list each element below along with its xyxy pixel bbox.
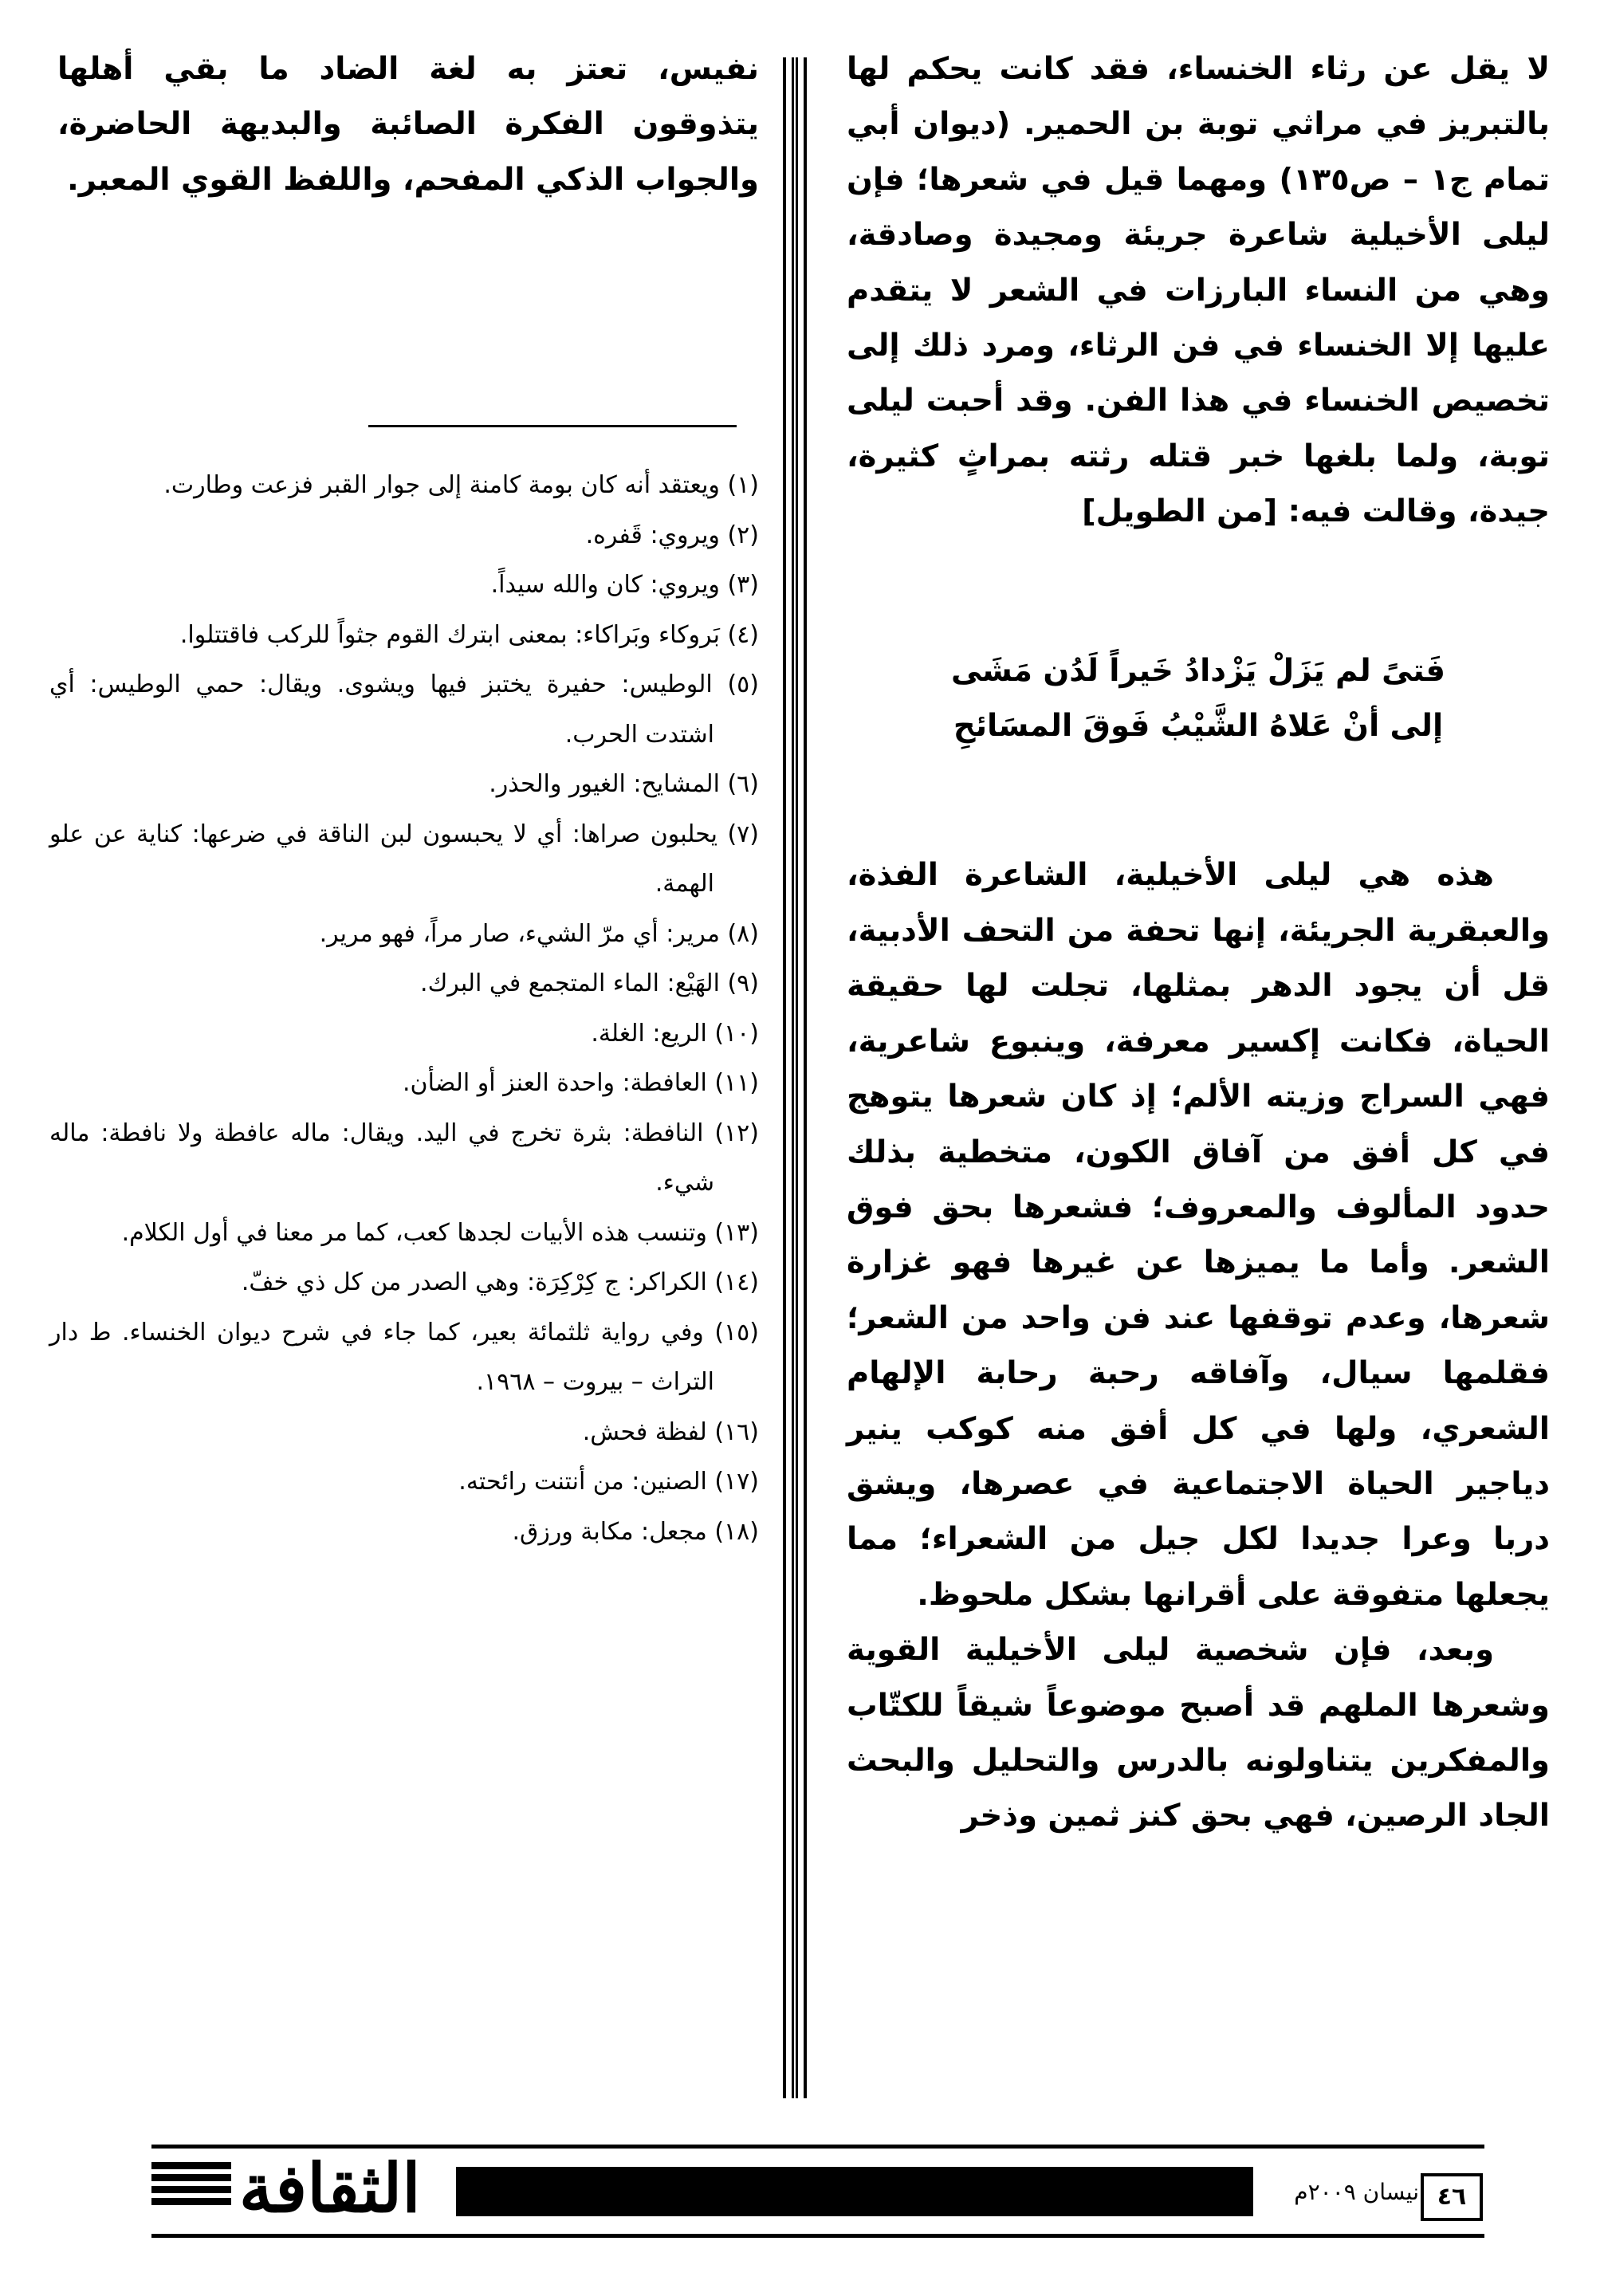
- footnote: (١) ويعتقد أنه كان بومة كامنة إلى جوار القبر فزعت وطارت.: [163, 471, 759, 499]
- poem-line: إلى أنْ عَلاهُ الشَّيْبُ فَوقَ المسَائحِ: [953, 708, 1444, 745]
- footnote: (٦) المشايح: الغيور والحذر.: [489, 770, 759, 798]
- footnote: (١٤) الكراكر: ج كِرْكِرَة: وهي الصدر من كل ذي خفّ.: [241, 1268, 759, 1296]
- issue-date: نيسان ٢٠٠٩م: [1294, 2179, 1419, 2205]
- body-paragraph: هذه هي ليلى الأخيلية، الشاعرة الفذة، والعبقرية الجريئة، إنها تحفة من التحف الأدبية، قل أن يجود الدهر بمثلها، تجلت لها حقيقة الحياة، فكانت إكسير معرفة، وينبوع شاعرية، فهي السراج وزيته الألم؛ إذ كان شعرها يتوهج في كل أفق من آفاق الكون، متخطية بذلك حدود المألوف والمعروف؛ فشعرها بحق فوق الشعر. وأما ما يميزها عن غيرها فهو غزارة شعرها، وعدم توقفها عند فن واحد من الشعر؛ فقلمها سيال، وآفاقه رحبة رحابة الإلهام الشعري، ولها في كل أفق منه كوكب ينير دياجير الحياة الاجتماعية في عصرها، ويشق دربا وعرا جديدا لكل جيل من الشعراء؛ مما يجعلها متفوقة على أقرانها بشكل ملحوظ.: [847, 857, 1550, 1613]
- footnote: (٢) ويروي: قَفره.: [585, 521, 759, 549]
- page-number: ٤٦: [1421, 2173, 1483, 2221]
- poem-verse: [847, 643, 1550, 754]
- main-text-left-column: [57, 41, 759, 207]
- footnote: (٩) الهَيْع: الماء المتجمع في البرك.: [420, 969, 759, 997]
- footnote: (١٦) لفظة فحش.: [582, 1417, 759, 1446]
- footer-black-bar: [456, 2167, 1253, 2216]
- footnote: (١٨) مجعل: مكابة ورزق.: [512, 1517, 759, 1546]
- footnote: (١٢) النافطة: بثرة تخرج في اليد. ويقال: ماله عافطة ولا نافطة: ماله شيء.: [49, 1119, 759, 1197]
- footnote: (٧) يحلبون صراها: أي لا يحبسون لبن الناقة في ضرعها: كناية عن علو الهمة.: [49, 820, 759, 898]
- footer-bottom-rule: [151, 2234, 1484, 2238]
- footnote: (١٥) وفي رواية ثلثمائة بعير، كما جاء في شرح ديوان الخنساء. ط دار التراث – بيروت – ١٩٦٨.: [49, 1318, 759, 1396]
- body-paragraph: لا يقل عن رثاء الخنساء، فقد كانت يحكم لها بالتبريز في مراثي توبة بن الحمير. (ديوان أبي تمام ج١ – ص١٣٥) ومهما قيل في شعرها؛ فإن ليلى الأخيلية شاعرة جريئة ومجيدة وصادقة، وهي من النساء البارزات في الشعر لا يتقدم عليها إلا الخنساء في فن الرثاء، ومرد ذلك إلى تخصيص الخنساء في هذا الفن. وقد أحبت ليلى توبة، ولما بلغها خبر قتله رثته بمراثٍ كثيرة، جيدة، وقالت فيه: [من الطويل]: [847, 51, 1550, 530]
- magazine-masthead: الثقافة: [239, 2149, 421, 2227]
- footnote: (١١) العافطة: واحدة العنز أو الضأن.: [403, 1069, 759, 1097]
- footnote: (٣) ويروي: كان والله سيداً.: [490, 571, 759, 599]
- footnote: (٨) مرير: أي مرّ الشيء، صار مراً، فهو مرير.: [319, 919, 759, 948]
- footnote: (١٠) الريع: الغلة.: [591, 1019, 759, 1048]
- body-paragraph: نفيس، تعتز به لغة الضاد ما بقي أهلها يتذوقون الفكرة الصائبة والبديهة الحاضرة، والجواب الذكي المفحم، واللفظ القوي المعبر.: [57, 51, 759, 198]
- footnote: (١٧) الصنين: من أنتنت رائحته.: [458, 1468, 759, 1496]
- footnote-separator: [368, 425, 737, 427]
- footnotes-list: [49, 461, 759, 1557]
- page-footer: [151, 2145, 1484, 2240]
- poem-line: فَتىً لم يَزَلْ يَزْدادُ خَيراً لَدُن مَشَى: [950, 652, 1445, 689]
- footnote: (٤) بَروكاء وبَراكاء: بمعنى ابترك القوم جثواً للركب فاقتتلوا.: [179, 620, 759, 649]
- decorative-stripes: [151, 2162, 231, 2218]
- main-text-right-column: [847, 41, 1550, 1844]
- body-paragraph: وبعد، فإن شخصية ليلى الأخيلية القوية وشعرها الملهم قد أصبح موضوعاً شيقاً للكتّاب والمفكرين يتناولونه بالدرس والتحليل والبحث الجاد الرصين، فهي بحق كنز ثمين وذخر: [847, 1632, 1550, 1834]
- footnote: (١٣) وتنسب هذه الأبيات لجدها كعب، كما مر معنا في أول الكلام.: [121, 1218, 759, 1247]
- footnote: (٥) الوطيس: حفيرة يختبز فيها ويشوى. ويقال: حمي الوطيس: أي اشتدت الحرب.: [49, 670, 759, 749]
- column-divider: [783, 57, 807, 2098]
